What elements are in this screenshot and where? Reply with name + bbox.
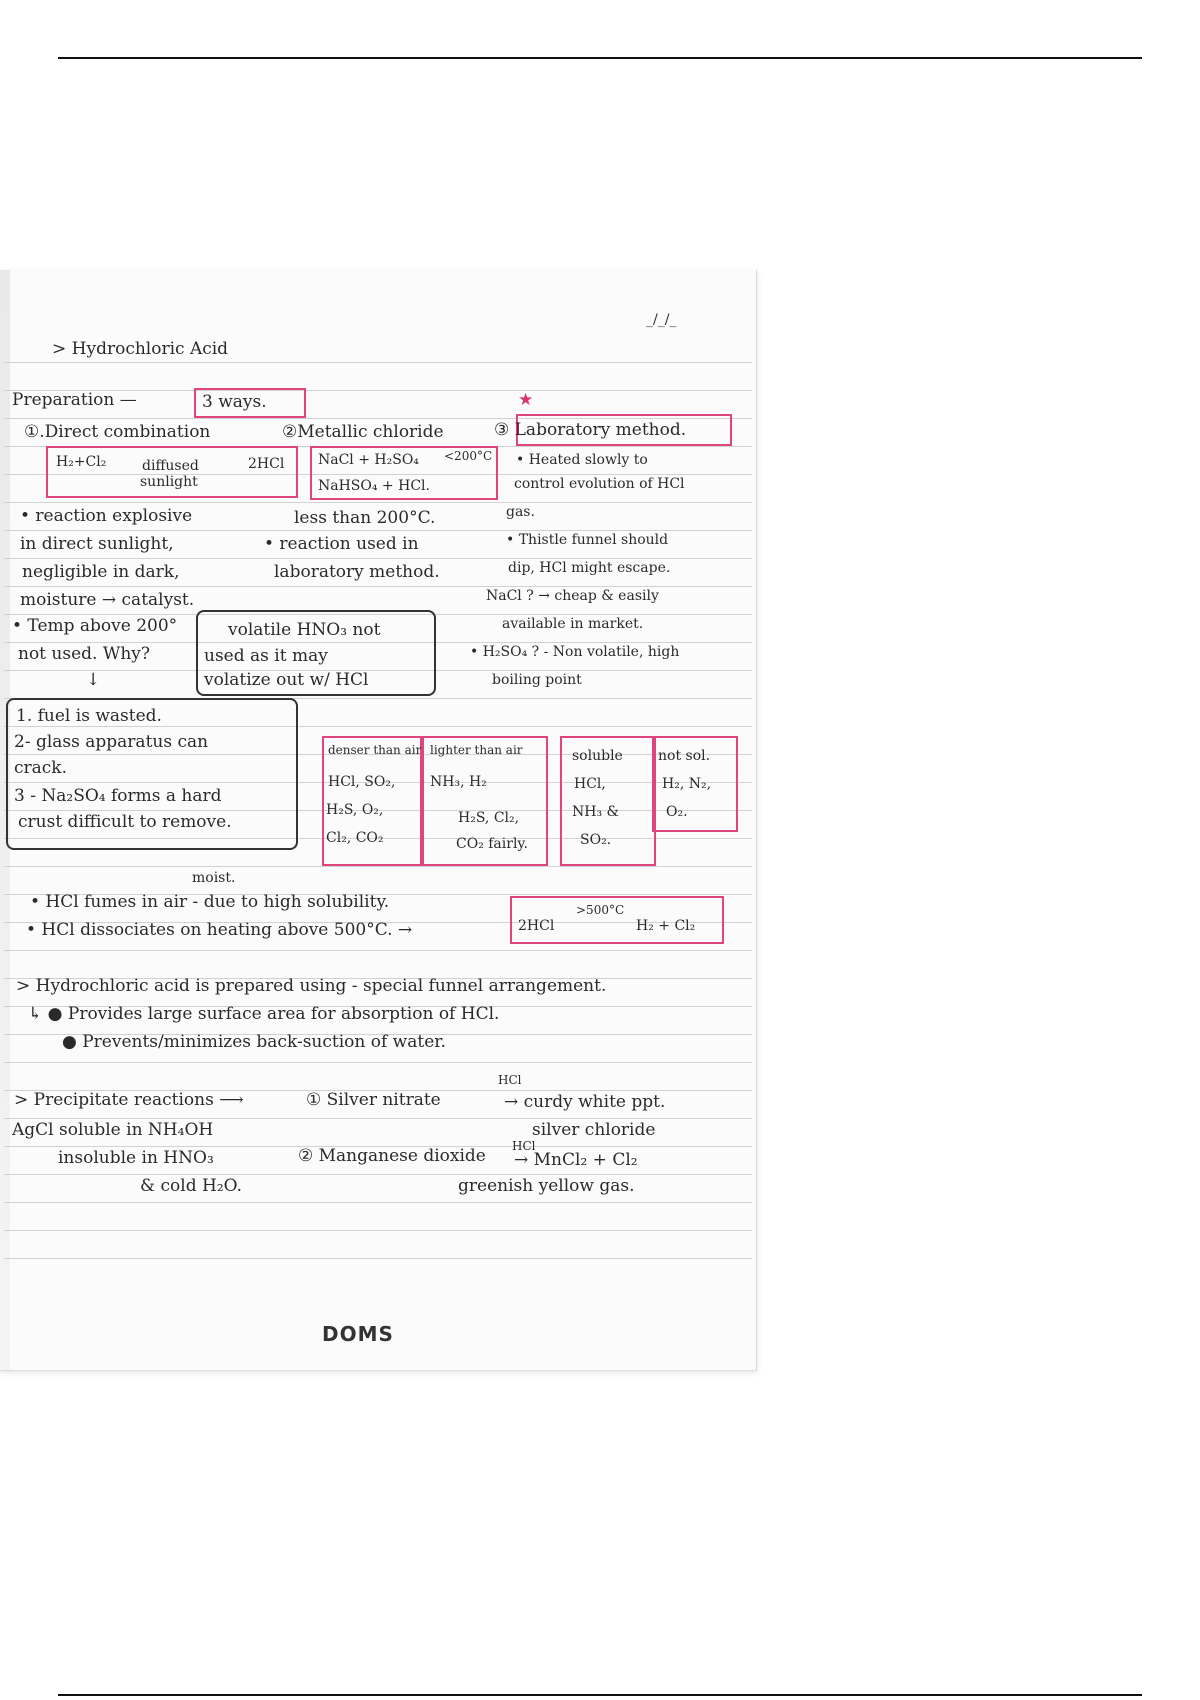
direct-note-4: moisture → catalyst. bbox=[20, 590, 195, 610]
funnel-line-1: > Hydrochloric acid is prepared using - special funnel arrangement. bbox=[16, 976, 607, 996]
bottom-rule bbox=[58, 1694, 1142, 1696]
notsol-row-2: O₂. bbox=[666, 804, 688, 820]
insoluble-note-1: insoluble in HNO₃ bbox=[58, 1148, 214, 1168]
fairly-row-1: H₂S, Cl₂, bbox=[458, 810, 520, 826]
reason-4: 3 - Na₂SO₄ forms a hard bbox=[14, 786, 222, 806]
soluble-row-3: SO₂. bbox=[580, 832, 612, 848]
direct-note-1: • reaction explosive bbox=[20, 506, 193, 526]
eq2-bottom: NaHSO₄ + HCl. bbox=[318, 478, 430, 494]
eq2-top: NaCl + H₂SO₄ bbox=[318, 452, 419, 468]
direct-note-3: negligible in dark, bbox=[22, 562, 180, 582]
notsol-header: not sol. bbox=[658, 748, 711, 764]
insoluble-note-2: & cold H₂O. bbox=[140, 1176, 242, 1196]
prep-heading: Preparation — bbox=[12, 390, 137, 410]
lab-note-5: dip, HCl might escape. bbox=[508, 560, 671, 576]
funnel-line-3: ● Prevents/minimizes back-suction of water. bbox=[62, 1032, 446, 1052]
denser-header: denser than air bbox=[328, 743, 422, 757]
moist-label: moist. bbox=[192, 870, 236, 886]
ways-label: 3 ways. bbox=[202, 392, 267, 412]
silver-chloride: silver chloride bbox=[532, 1120, 656, 1140]
denser-row-1: HCl, SO₂, bbox=[328, 774, 396, 790]
funnel-line-2: ↳ ● Provides large surface area for absorption of HCl. bbox=[28, 1004, 500, 1024]
temp-note-1: • Temp above 200° bbox=[12, 616, 178, 636]
lighter-header: lighter than air bbox=[430, 743, 523, 757]
lab-note-2: control evolution of HCl bbox=[514, 476, 685, 492]
hno3-line-1: volatile HNO₃ not bbox=[228, 620, 381, 640]
reason-3: crack. bbox=[14, 758, 68, 778]
lighter-row-1: NH₃, H₂ bbox=[430, 774, 487, 790]
available-note: available in market. bbox=[502, 616, 644, 632]
ruled-line bbox=[4, 1062, 752, 1063]
ruled-line bbox=[4, 1174, 752, 1175]
h2so4-note: • H₂SO₄ ? - Non volatile, high bbox=[470, 644, 680, 660]
page-title: > Hydrochloric Acid bbox=[52, 339, 229, 359]
ppt-heading: > Precipitate reactions ⟶ bbox=[14, 1090, 244, 1110]
dissociation-eq-rhs: H₂ + Cl₂ bbox=[636, 918, 696, 934]
less-than-note: less than 200°C. bbox=[294, 508, 436, 528]
top-rule bbox=[58, 57, 1142, 59]
ruled-line bbox=[4, 866, 752, 867]
ppt-reaction-2: ② Manganese dioxide bbox=[298, 1146, 486, 1166]
dissociation-note: • HCl dissociates on heating above 500°C. → bbox=[26, 920, 413, 940]
temp-note-2: not used. Why? bbox=[18, 644, 150, 664]
method-3: ③ Laboratory method. bbox=[494, 420, 687, 440]
hno3-line-2: used as it may bbox=[204, 646, 328, 666]
greenish-note: greenish yellow gas. bbox=[458, 1176, 635, 1196]
eq1-rhs: 2HCl bbox=[248, 456, 285, 472]
eq1-cond-bottom: sunlight bbox=[140, 474, 198, 490]
dissociation-eq-lhs: 2HCl bbox=[518, 918, 555, 934]
direct-note-2: in direct sunlight, bbox=[20, 534, 174, 554]
eq2-condition: <200°C bbox=[444, 449, 493, 463]
denser-row-2: H₂S, O₂, bbox=[326, 802, 384, 818]
reason-5: crust difficult to remove. bbox=[18, 812, 232, 832]
soluble-header: soluble bbox=[572, 748, 623, 764]
method-1: ①.Direct combination bbox=[24, 422, 211, 442]
soluble-row-1: HCl, bbox=[574, 776, 606, 792]
eq1-cond-top: diffused bbox=[142, 458, 199, 474]
lab-note-1: • Heated slowly to bbox=[516, 452, 648, 468]
ruled-line bbox=[4, 1230, 752, 1231]
star-icon: ★ bbox=[518, 390, 534, 410]
date-mark: _/_/_ bbox=[646, 312, 677, 328]
ruled-line bbox=[4, 1202, 752, 1203]
boiling-point-note: boiling point bbox=[492, 672, 582, 688]
reason-2: 2- glass apparatus can bbox=[14, 732, 209, 752]
method-2: ②Metallic chloride bbox=[282, 422, 444, 442]
ppt-hcl-label: HCl bbox=[498, 1073, 522, 1087]
mn-rhs: → MnCl₂ + Cl₂ bbox=[514, 1150, 638, 1170]
nacl-note: NaCl ? → cheap & easily bbox=[486, 588, 659, 604]
ruled-line bbox=[4, 950, 752, 951]
soluble-row-2: NH₃ & bbox=[572, 804, 619, 820]
eq1-lhs: H₂+Cl₂ bbox=[56, 454, 107, 470]
ruled-line bbox=[4, 362, 752, 363]
fumes-note: • HCl fumes in air - due to high solubility. bbox=[30, 892, 390, 912]
lab-note-3: gas. bbox=[506, 504, 535, 520]
denser-row-3: Cl₂, CO₂ bbox=[326, 830, 384, 846]
doms-logo: DOMS bbox=[322, 1322, 394, 1346]
dissociation-eq-condition: >500°C bbox=[576, 903, 625, 917]
hno3-line-3: volatize out w/ HCl bbox=[204, 670, 369, 690]
lab-note-4: • Thistle funnel should bbox=[506, 532, 669, 548]
used-note-2: laboratory method. bbox=[274, 562, 440, 582]
down-arrow-icon: ↓ bbox=[86, 670, 101, 690]
ruled-line bbox=[4, 502, 752, 503]
used-note-1: • reaction used in bbox=[264, 534, 419, 554]
ppt-reaction-1: ① Silver nitrate bbox=[306, 1090, 441, 1110]
mn-hcl-label: HCl bbox=[512, 1139, 536, 1153]
ppt-curdy: → curdy white ppt. bbox=[504, 1092, 666, 1112]
reason-1: 1. fuel is wasted. bbox=[16, 706, 162, 726]
agcl-note: AgCl soluble in NH₄OH bbox=[12, 1120, 214, 1140]
notsol-row-1: H₂, N₂, bbox=[662, 776, 712, 792]
ruled-line bbox=[4, 1258, 752, 1259]
ruled-line bbox=[4, 1118, 752, 1119]
notebook-page bbox=[0, 270, 757, 1371]
fairly-row-2: CO₂ fairly. bbox=[456, 836, 528, 852]
